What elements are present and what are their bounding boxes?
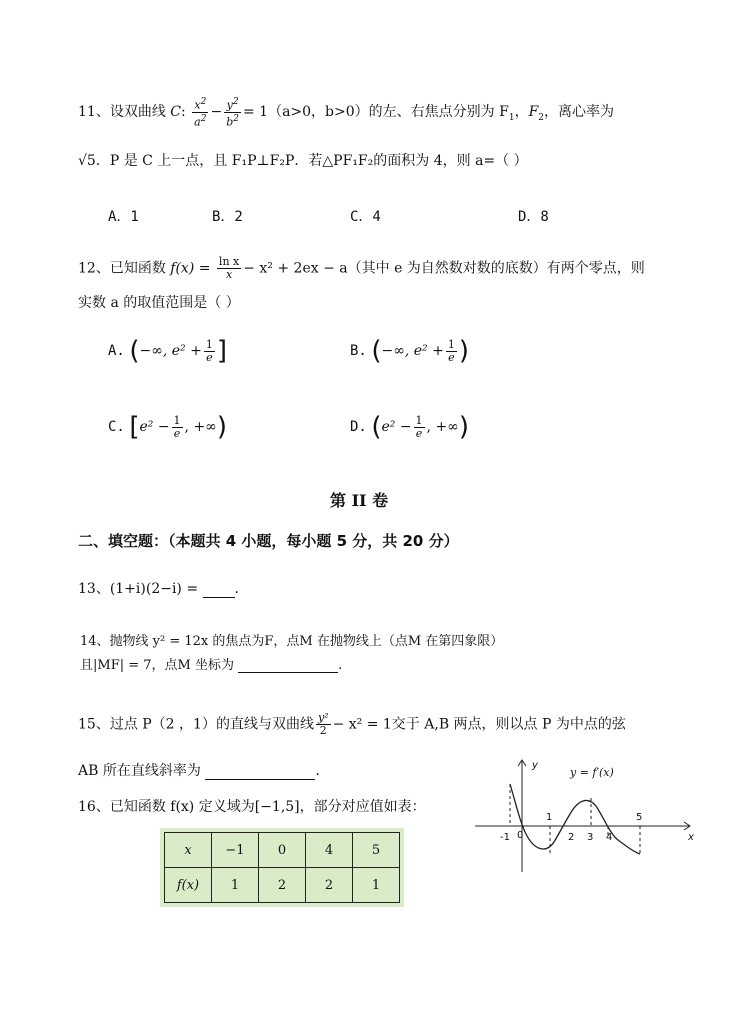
q12-rest: − x² + 2ex − a（其中 e 为自然数对数的底数）有两个零点，则 [243, 260, 645, 277]
part-title: 第 II 卷 [330, 491, 389, 510]
table-cell: f(x) [165, 868, 212, 903]
x-axis-label: x [688, 832, 694, 843]
q12-option-d: D. (e² − $\frac{1}{e}$ , +∞) [350, 412, 469, 442]
q13-text: 13、(1+i)(2−i) = [78, 581, 199, 597]
q15-prefix: 15、过点 P（2 ，1）的直线与双曲线 [78, 716, 314, 733]
q12-line1 [78, 256, 645, 281]
q12-frac: $\frac{\text{ln x}}{x}$ [218, 255, 240, 281]
q14-line1: 14、抛物线 y² = 12x 的焦点为F，点M 在抛物线上（点M 在第四象限） [80, 634, 504, 649]
tick-label: 0 [517, 830, 524, 841]
q15-line2-text: AB 所在直线斜率为 [78, 763, 201, 779]
y-axis-label: y [532, 760, 538, 771]
tick-label: 4 [606, 832, 613, 843]
q13-answer-blank[interactable] [203, 583, 235, 598]
table-row [165, 833, 400, 868]
q11-prefix: 11、设双曲线 [78, 104, 166, 121]
q12-line2: 实数 a 的取值范围是（ ） [78, 295, 240, 311]
table-cell: x [165, 833, 212, 868]
q15-line1: 15、过点 P（2 ，1）的直线与双曲线 $\frac{\text{y²}}{2}$ − x² = 1交于 A,B 两点，则以点 P 为中点的弦 [78, 711, 626, 737]
q11-line2 [78, 150, 528, 170]
tick-label: 1 [546, 812, 553, 823]
table-cell: 0 [259, 833, 306, 868]
q15-rest: − x² = 1交于 A,B 两点，则以点 P 为中点的弦 [332, 716, 626, 733]
q11-frac-y: $\frac{y^2}{b^2}$ [226, 97, 239, 129]
q11-option-d: D．8 [518, 209, 549, 225]
q15-answer-blank[interactable] [205, 765, 315, 780]
q11-option-c: C．4 [350, 209, 381, 225]
table-cell: 5 [353, 833, 400, 868]
tick-label: 2 [568, 832, 575, 843]
derivative-graph [470, 754, 700, 874]
q11-line2-text: 5．P 是 C 上一点，且 F₁P⊥F₂P．若△PF₁F₂的面积为 4，则 a=（ ） [86, 153, 528, 169]
q12-option-b: B. (−∞, e² + $\frac{1}{e}$ ) [350, 336, 469, 366]
table-cell: 2 [306, 868, 353, 903]
q12-option-a: A. (−∞, e² + $\frac{1}{e}$ ] [108, 336, 227, 366]
q13: 13、(1+i)(2−i) = . [78, 581, 239, 597]
q14-line2-text: 且|MF| = 7，点M 坐标为 [80, 658, 234, 673]
q15-line2: AB 所在直线斜率为 . [78, 763, 320, 779]
derivative-curve [510, 784, 643, 854]
tick-label: 3 [587, 832, 594, 843]
q11-option-b: B．2 [212, 209, 243, 225]
table-cell: 4 [306, 833, 353, 868]
sqrt-icon: √ [78, 153, 87, 169]
table-cell: 2 [259, 868, 306, 903]
value-table [160, 828, 404, 907]
q11-rest: = 1（a>0，b>0）的左、右焦点分别为 F [242, 104, 509, 121]
q14-line2: 且|MF| = 7，点M 坐标为 . [80, 658, 343, 673]
q11-option-a: A．1 [108, 209, 139, 225]
q11-line1: 11、设双曲线 C: $\frac{x^2}{a^2}$ − $\frac{y^2}{b^2}$ = 1（a>0，b>0）的左、右焦点分别为 $F_1$，$F_2$，离心率为 [78, 97, 615, 129]
tick-label: 5 [636, 812, 643, 823]
q11-curve: C [170, 104, 181, 121]
q11-end: ，离心率为 [544, 104, 615, 121]
q12-func: f(x) = [170, 260, 211, 277]
table-cell: 1 [353, 868, 400, 903]
q16-text: 16、已知函数 f(x) 定义域为[−1,5]，部分对应值如表： [78, 799, 426, 815]
q14-answer-blank[interactable] [238, 658, 338, 673]
q11-frac-x: $\frac{x^2}{a^2}$ [194, 97, 207, 129]
q12-prefix: 12、已知函数 [78, 260, 166, 277]
tick-label: -1 [500, 832, 510, 843]
table-cell: 1 [212, 868, 259, 903]
section-heading: 二、填空题：（本题共 4 小题，每小题 5 分，共 20 分） [78, 532, 459, 550]
table-cell: −1 [212, 833, 259, 868]
table-row [165, 868, 400, 903]
q12-option-c: C. [e² − $\frac{1}{e}$ , +∞) [108, 412, 227, 442]
graph-label: y = f′(x) [570, 766, 614, 779]
